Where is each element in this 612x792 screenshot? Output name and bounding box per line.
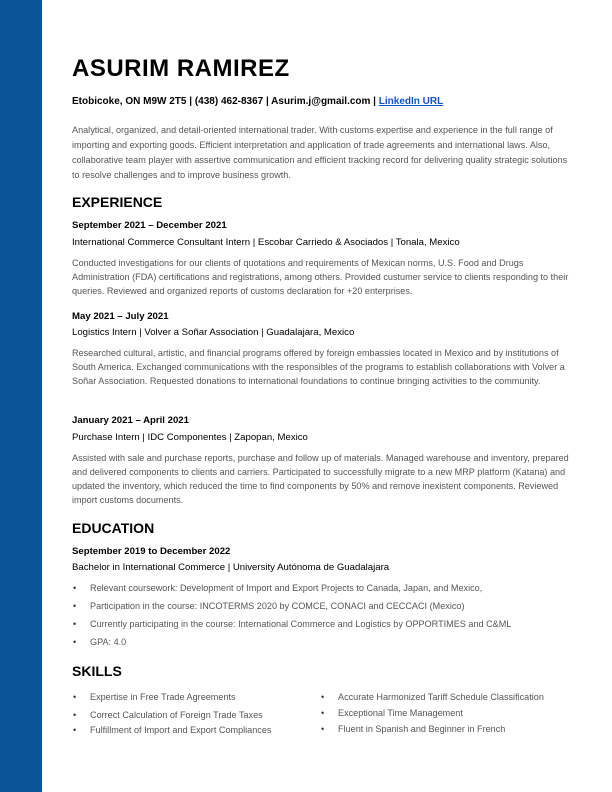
education-heading: EDUCATION (72, 520, 155, 536)
linkedin-link[interactable]: LinkedIn URL (378, 96, 444, 107)
bullet-icon: • (73, 692, 77, 702)
bullet-icon: • (73, 583, 77, 593)
bullet-icon: • (321, 708, 325, 718)
job-dates: January 2021 – April 2021 (72, 415, 189, 426)
list-item: • Correct Calculation of Foreign Trade Taxes (73, 710, 263, 720)
experience-heading: EXPERIENCE (72, 194, 163, 210)
job-description: Researched cultural, artistic, and financial programs offered by foreign embassies located in Mexico and by institutions of South America. Exchanged communications with the responsibles of the programs to establish collaborations with Volver a Soñar Association. Requested donations to international foundations to continue bringing activities to the community. (72, 348, 565, 386)
bullet-icon: • (73, 619, 77, 629)
job-dates: September 2021 – December 2021 (72, 220, 227, 231)
list-item: • Participation in the course: INCOTERMS 2020 by COMCE, CONACI and CECCACI (Mexico) (73, 601, 465, 611)
education-dates: September 2019 to December 2022 (72, 546, 231, 557)
list-item: • Accurate Harmonized Tariff Schedule Classification (321, 692, 544, 702)
skills-left-column (72, 692, 271, 740)
bullet-icon: • (73, 637, 77, 647)
list-item: • Fluent in Spanish and Beginner in French (321, 724, 506, 734)
skills-heading: SKILLS (72, 663, 122, 679)
list-item: • Relevant coursework: Development of Import and Export Projects to Canada, Japan, and Mexico, (73, 583, 483, 593)
list-item: • Currently participating in the course: International Commerce and Logistics by OPPORTIMES and C&ML (73, 619, 512, 629)
education-bullets (72, 581, 511, 653)
bullet-icon: • (321, 692, 325, 702)
list-item: • Exceptional Time Management (321, 708, 463, 718)
contact-line (72, 96, 443, 107)
education-degree: Bachelor in International Commerce | University Autónoma de Guadalajara (72, 562, 390, 573)
skills-right-column (320, 692, 544, 740)
list-item: • GPA: 4.0 (73, 637, 127, 647)
job-description: Assisted with sale and purchase reports, purchase and follow up of materials. Managed warehouse and inventory, prepared and delivered components to clients and carriers. Participated to successfully migrate to a new MRP platform (Katana) and updated the inventory, which reduced the time to find components by 50% and remove inexistent components. Reviewed import customs documents. (72, 453, 569, 505)
job-description: Conducted investigations for our clients of quotations and requirements of Mexican norms, U.S. Food and Drugs Administration (FDA) certifications and registrations, among others. Provided custumer service to clients responding to their queries. Reviewed and organized reports of customs declaration for +20 enterprises. (72, 258, 569, 296)
job-role: Logistics Intern | Volver a Soñar Association | Guadalajara, Mexico (72, 327, 355, 338)
bullet-icon: • (73, 725, 77, 735)
list-item: • Fulfillment of Import and Export Compliances (73, 725, 272, 735)
sidebar-accent-bar (0, 0, 42, 792)
job-role: International Commerce Consultant Intern | Escobar Carriedo & Asociados | Tonala, Mexico (72, 237, 460, 248)
bullet-icon: • (73, 601, 77, 611)
bullet-icon: • (321, 724, 325, 734)
job-role: Purchase Intern | IDC Componentes | Zapopan, Mexico (72, 432, 308, 443)
candidate-name: ASURIM RAMIREZ (72, 55, 290, 82)
bullet-icon: • (73, 710, 77, 720)
list-item: • Expertise in Free Trade Agreements (73, 692, 236, 702)
contact-text: Etobicoke, ON M9W 2T5 | (438) 462-8367 | Asurim.j@gmail.com | (72, 96, 379, 107)
professional-summary: Analytical, organized, and detail-oriented international trader. With customs expertise and experience in the full range of importing and exporting goods. Efficient interpretation and application of trade agreements and international laws. Also, collaborative team player with assertive communication and efficient tracking record for delivering quality strategic solutions to resolve challenges and to improve business growth. (72, 125, 568, 180)
job-dates: May 2021 – July 2021 (72, 311, 169, 322)
